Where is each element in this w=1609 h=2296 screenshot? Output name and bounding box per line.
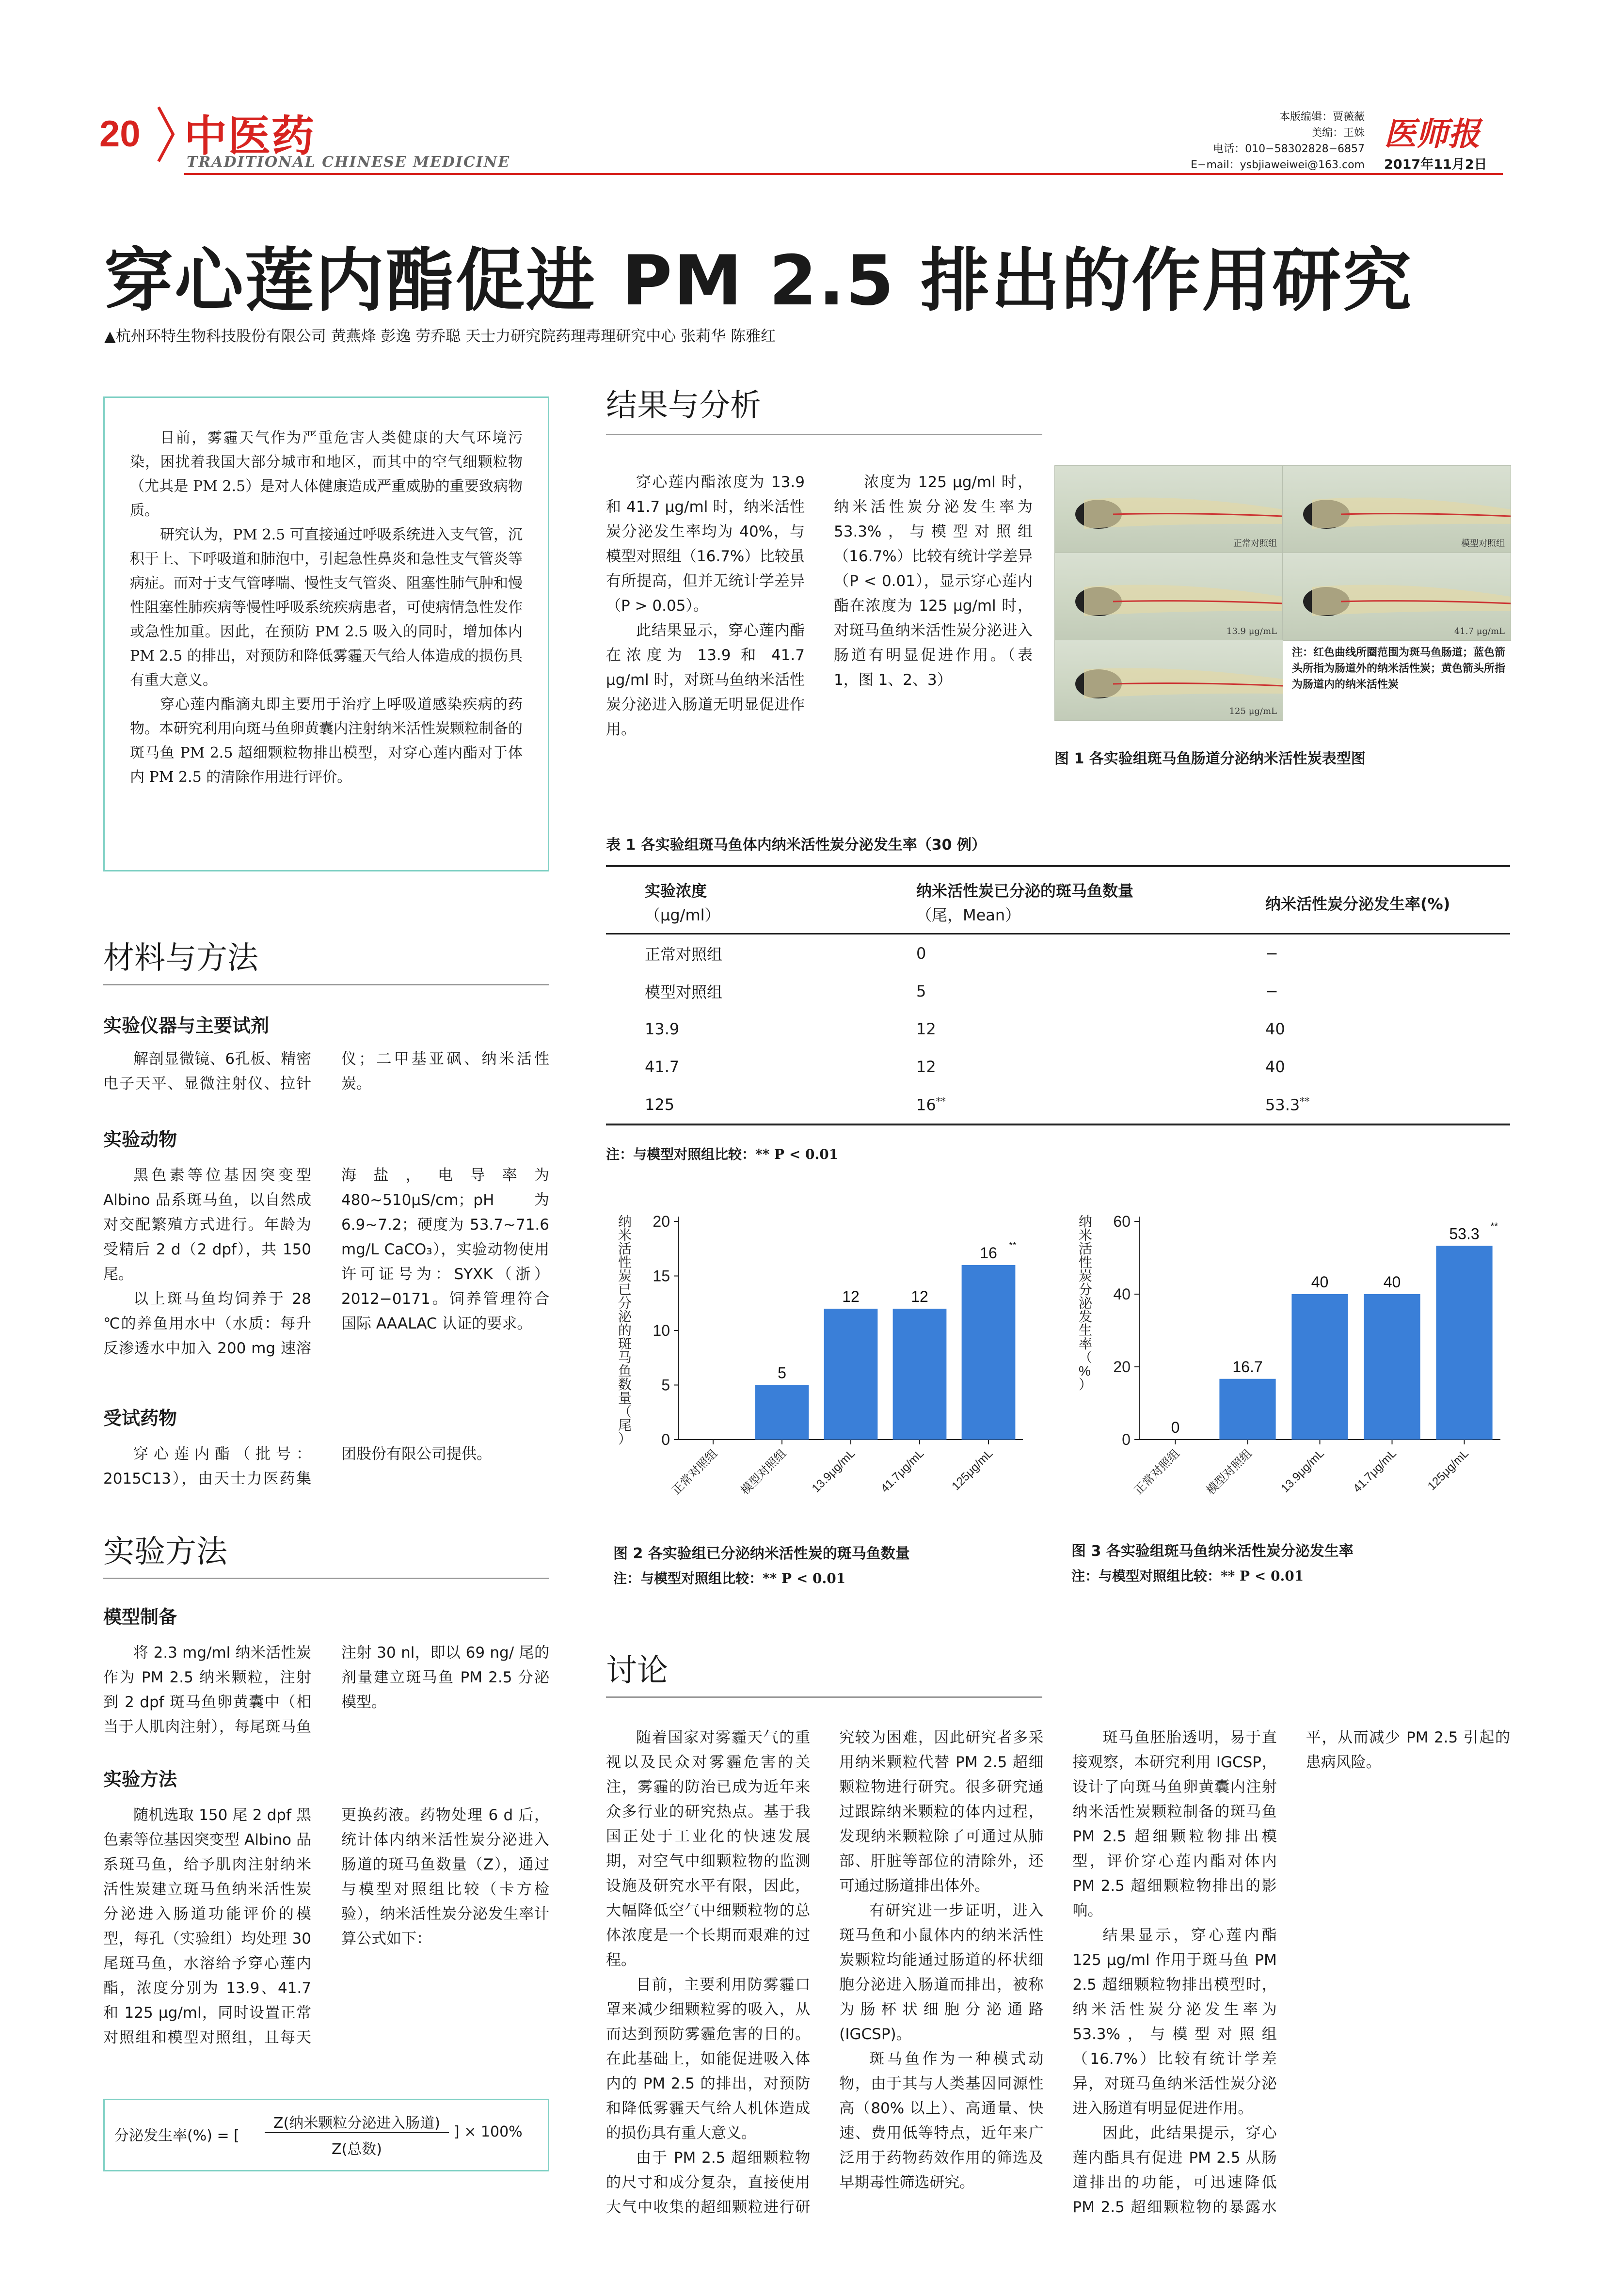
formula-fraction-line: [265, 2132, 449, 2133]
x-tick-label: 41.7μg/mL: [1351, 1447, 1399, 1495]
abstract-paragraph: 穿心莲内酯滴丸即主要用于治疗上呼吸道感染疾病的药物。本研究利用向斑马鱼卵黄囊内注射纳米活性炭颗粒制备的斑马鱼 PM 2.5 超细颗粒物排出模型，对穿心莲内酯对于体内 PM 2.5 的清除作用进行评价。: [130, 696, 523, 786]
article-authors: ▲杭州环特生物科技股份有限公司 黄燕烽 彭逸 劳乔聪 天士力研究院药理毒理研究中心 张莉华 陈雅红: [104, 328, 776, 345]
table-row: [606, 1048, 1510, 1086]
y-tick-label: 0: [1122, 1431, 1131, 1448]
discussion-paragraph: 斑马鱼胚胎透明，易于直接观察，本研究利用 IGCSP，设计了向斑马鱼卵黄囊内注射纳米活性炭颗粒制备的斑马鱼 PM 2.5 超细颗粒物排出模型，评价穿心莲内酯对体内 PM 2.5 超细颗粒物排出的影响。: [1072, 1729, 1277, 1919]
discussion-paragraph: 目前，主要利用防雾霾口罩来减少细颗粒雾的吸入，从而达到预防雾霾危害的目的。在此基础上，如能促进吸入体内的 PM 2.5 的排出，对预防和降低雾霾天气给人机体造成的损伤具有重大意义。: [606, 1976, 811, 2142]
y-tick-label: 0: [661, 1431, 670, 1448]
y-tick-label: 15: [653, 1267, 670, 1285]
figure-3-note: 注：与模型对照组比较：** P < 0.01: [1071, 1568, 1304, 1584]
chevron-right-icon: [157, 105, 176, 163]
model-text: 将 2.3 mg/ml 纳米活性炭作为 PM 2.5 纳米颗粒，注射到 2 dpf 斑马鱼卵黄囊中（相当于人肌肉注射），每尾斑马鱼注射 30 nl，即以 69 ng/ 尾的剂量建立斑马鱼 PM 2.5 分泌模型。: [103, 1644, 549, 1736]
figure-2-note: 注：与模型对照组比较：** P < 0.01: [613, 1570, 846, 1586]
results-heading: 结果与分析: [606, 388, 761, 424]
discussion-paragraph: 由于 PM 2.5 超细颗粒物的尺寸和成分复杂，直接使用大气中收集的超细颗粒进行研究较为困难，因此研究者多采用纳米颗粒代替 PM 2.5 超细颗粒物进行研究。很多研究通过跟踪纳米颗粒的体内过程，发现纳米颗粒除了可通过从肺部、肝脏等部位的清除外，还可通过肠道排出体外。: [606, 1729, 1044, 2216]
table-row: [606, 972, 1510, 1010]
figure-1-note: 注：红色曲线所圈范围为斑马鱼肠道；蓝色箭头所指为肠道外的纳米活性炭；黄色箭头所指为肠道内的纳米活性炭: [1292, 646, 1506, 691]
abstract-paragraph: 目前，雾霾天气作为严重危害人类健康的大气环境污染，困扰着我国大部分城市和地区，而其中的空气细颗粒物（尤其是 PM 2.5）是对人体健康造成严重威胁的重要致病物质。: [130, 429, 523, 519]
bar: [1291, 1294, 1348, 1440]
table-cell: 正常对照组: [645, 945, 723, 964]
heading-rule: [103, 984, 549, 985]
drug-heading: 受试药物: [103, 1408, 177, 1429]
photo-label: 125 μg/mL: [1229, 706, 1277, 716]
table-cell: 41.7: [645, 1058, 680, 1076]
y-tick-label: 20: [653, 1213, 670, 1230]
data-label: 53.3: [1449, 1225, 1480, 1243]
editor-info: [1180, 109, 1365, 173]
y-axis-label: 纳米活性炭分泌发生率（%）: [1079, 1214, 1093, 1392]
methods-heading: 材料与方法: [103, 940, 258, 976]
heading-rule: [103, 1578, 549, 1579]
table-cell: 12: [916, 1020, 936, 1038]
table-cell: 40: [1265, 1020, 1285, 1038]
fish-photo-125: [1054, 640, 1283, 721]
table-cell: −: [1265, 944, 1278, 963]
table-note: 注：与模型对照组比较：** P < 0.01: [606, 1146, 839, 1162]
fish-photo-41-7: [1282, 553, 1511, 641]
discussion-paragraph: 结果显示，穿心莲内酯 125 μg/ml 作用于斑马鱼 PM 2.5 超细颗粒物排出模型时，纳米活性炭分泌发生率为 53.3%，与模型对照组（16.7%）比较有统计学差异，对斑马鱼纳米活性炭分泌进入肠道有明显促进作用。: [1072, 1927, 1277, 2117]
y-tick-label: 60: [1113, 1213, 1131, 1230]
discussion-paragraph: 有研究进一步证明，进入斑马鱼和小鼠体内的纳米活性炭颗粒均能通过肠道的杯状细胞分泌进入肠道而排出，被称为肠杯状细胞分泌通路(IGCSP)。: [839, 1902, 1044, 2043]
data-label: 5: [778, 1364, 786, 1382]
table-cell: −: [1265, 982, 1278, 1000]
table-header-cell: 实验浓度 （μg/ml）: [645, 881, 720, 924]
bar: [1436, 1246, 1492, 1440]
animals-text: 黑色素等位基因突变型 Albino 品系斑马鱼，以自然成对交配繁殖方式进行。年龄为受精后 2 d（2 dpf），共 150 尾。 以上斑马鱼均饲养于 28 ℃的养鱼用水中（水质：每升反渗透水中加入 200 mg 速溶海盐，电导率为 480~510μS/cm；pH 为 6.9~7.2；硬度为 53.7~71.6 mg/L CaCO₃），实验动物使用许可证号为：SYXK（浙）2012−0171。饲养管理符合国际 AAALAC 认证的要求。: [103, 1167, 549, 1357]
table-cell: 125: [645, 1095, 675, 1114]
data-label: 12: [842, 1288, 860, 1305]
x-tick-label: 13.9μg/mL: [1278, 1447, 1327, 1495]
y-tick-label: 20: [1113, 1358, 1131, 1376]
x-tick-label: 正常对照组: [669, 1447, 720, 1498]
page-number: 20: [99, 113, 141, 155]
table-row: [606, 934, 1510, 973]
data-label: 40: [1311, 1273, 1329, 1291]
figure-1-caption: 图 1 各实验组斑马鱼肠道分泌纳米活性炭表型图: [1054, 750, 1366, 767]
data-label: 40: [1383, 1273, 1401, 1291]
section-title: 中医药: [184, 111, 316, 161]
abstract-paragraph: 研究认为，PM 2.5 可直接通过呼吸系统进入支气管，沉积于上、下呼吸道和肺泡中，引起急性鼻炎和急性支气管炎等病症。而对于支气管哮喘、慢性支气管炎、阻塞性肺气肿和慢性阻塞性肺疾病等慢性呼吸系统疾病患者，可使病情急性发作或急性加重。因此，在预防 PM 2.5 吸入的同时，增加体内 PM 2.5 的排出，对预防和降低雾霾天气给人体造成的损伤具有重大意义。: [130, 526, 523, 689]
heading-rule: [606, 1696, 1042, 1698]
significance-mark: **: [1490, 1221, 1498, 1232]
table-1-caption: 表 1 各实验组斑马鱼体内纳米活性炭分泌发生率（30 例）: [606, 837, 986, 854]
animals-heading: 实验动物: [103, 1129, 177, 1150]
results-text: 穿心莲内酯浓度为 13.9 和 41.7 μg/ml 时，纳米活性炭分泌发生率均为 40%，与模型对照组（16.7%）比较虽有所提高，但并无统计学差异（P > 0.05）。 此结果显示，穿心莲内酯在浓度为 13.9 和 41.7 μg/ml 时，对斑马鱼纳米活性炭分泌进入肠道无明显促进作用。 浓度为 125 μg/ml 时，纳米活性炭分泌发生率为 53.3%，与模型对照组（16.7%）比较有统计学差异（P < 0.01），显示穿心莲内酯在浓度为 125 μg/ml 时，对斑马鱼纳米活性炭分泌进入肠道有明显促进作用。（表 1，图 1、2、3）: [606, 474, 1033, 738]
results-table: [606, 872, 1510, 1125]
figure-1: [1054, 465, 1510, 742]
photo-label: 正常对照组: [1233, 538, 1277, 549]
fish-photo-normal: [1054, 465, 1283, 554]
formula-numerator: Z(纳米颗粒分泌进入肠道): [273, 2115, 440, 2132]
heading-rule: [606, 434, 1042, 435]
fish-photo-13-9: [1054, 553, 1283, 641]
significance-mark: **: [1009, 1240, 1017, 1251]
table-cell: 53.3**: [1265, 1095, 1310, 1114]
table-cell: 12: [916, 1058, 936, 1076]
editor: 本版编辑：贾薇薇: [1279, 111, 1365, 123]
formula-left: 分泌发生率(%) = [: [114, 2127, 239, 2144]
figure-3-chart: [1067, 1202, 1510, 1532]
procedure-text: 随机选取 150 尾 2 dpf 黑色素等位基因突变型 Albino 品系斑马鱼，给予肌肉注射纳米活性炭建立斑马鱼纳米活性炭分泌进入肠道功能评价的模型，每孔（实验组）均处理 30 尾斑马鱼，水溶给予穿心莲内酯，浓度分别为 13.9、41.7 和 125 μg/ml，同时设置正常对照组和模型对照组，且每天更换药液。药物处理 6 d 后，统计体内纳米活性炭分泌进入肠道的斑马鱼数量（Z），通过与模型对照组比较（卡方检验），纳米活性炭分泌发生率计算公式如下：: [103, 1806, 549, 2046]
x-tick-label: 125μg/mL: [1425, 1447, 1471, 1493]
instruments-text: 解剖显微镜、6孔板、精密电子天平、显微注射仪、拉针仪；二甲基亚砜、纳米活性炭。: [103, 1050, 549, 1093]
table-cell: 16**: [916, 1095, 946, 1114]
discussion-text: [606, 1726, 1510, 2234]
y-tick-label: 5: [661, 1376, 670, 1394]
y-tick-label: 10: [653, 1322, 670, 1339]
table-header-row: [606, 872, 1510, 934]
x-tick-label: 125μg/mL: [949, 1447, 996, 1493]
table-header-cell: 纳米活性炭已分泌的斑马鱼数量 （尾，Mean）: [916, 881, 1134, 924]
formula-box: [103, 2099, 549, 2171]
drug-text: 穿心莲内酯（批号：2015C13），由天士力医药集团股份有限公司提供。: [103, 1445, 492, 1488]
table-cell: 5: [916, 982, 926, 1000]
table-row: [606, 1086, 1510, 1124]
y-tick-label: 40: [1113, 1285, 1131, 1303]
newspaper-logo: 医师报: [1384, 115, 1480, 153]
formula-right: ] × 100%: [454, 2123, 523, 2140]
bar: [1364, 1294, 1420, 1440]
discussion-paragraph: 随着国家对雾霾天气的重视以及民众对雾霾危害的关注，雾霾的防治已成为近年来众多行业的研究热点。基于我国正处于工业化的快速发展期，对空气中细颗粒物的监测设施及研究水平有限，因此，大幅降低空气中细颗粒物的总体浓度是一个长期而艰难的过程。: [606, 1729, 811, 1969]
x-tick-label: 正常对照组: [1131, 1447, 1182, 1498]
page-header: [99, 99, 1505, 182]
figure-2-chart: [606, 1202, 1033, 1532]
figure-3-caption: 图 3 各实验组斑马鱼纳米活性炭分泌发生率: [1071, 1543, 1354, 1560]
y-axis-label: 纳米活性炭已分泌的斑马鱼数量（尾）: [618, 1214, 632, 1446]
photo-label: 41.7 μg/mL: [1454, 626, 1505, 636]
table-cell: 模型对照组: [645, 983, 723, 1001]
header-rule: [184, 173, 1503, 175]
model-heading: 模型制备: [103, 1606, 177, 1628]
x-tick-label: 41.7μg/mL: [878, 1447, 927, 1495]
photo-label: 模型对照组: [1461, 538, 1505, 549]
table-header-cell: 纳米活性炭分泌发生率(%): [1265, 894, 1450, 913]
bar: [1219, 1379, 1275, 1440]
instruments-heading: 实验仪器与主要试剂: [103, 1015, 270, 1036]
bar: [824, 1309, 878, 1440]
abstract-box: [103, 396, 549, 871]
discussion-heading: 讨论: [606, 1653, 668, 1689]
article-title: 穿心莲内酯促进 PM 2.5 排出的作用研究: [104, 241, 1413, 321]
fish-photo-model: [1282, 465, 1511, 554]
email: E−mail：ysbjiaweiwei@163.com: [1191, 159, 1365, 171]
formula-denominator: Z(总数): [332, 2141, 382, 2158]
x-tick-label: 13.9μg/mL: [809, 1447, 858, 1495]
data-label: 16: [980, 1244, 997, 1262]
art-editor: 美编：王姝: [1311, 127, 1365, 139]
x-tick-label: 模型对照组: [1204, 1447, 1255, 1498]
procedure-heading: 实验方法: [103, 1769, 177, 1790]
bar: [962, 1265, 1016, 1440]
data-label: 12: [911, 1288, 928, 1305]
discussion-paragraph: 因此，此结果提示，穿心莲内酯具有促进 PM 2.5 从肠道排出的功能，可迅速降低 PM 2.5 超细颗粒物的暴露水平，从而减少 PM 2.5 引起的患病风险。: [1072, 1729, 1510, 2216]
bar: [893, 1309, 947, 1440]
figure-2-caption: 图 2 各实验组已分泌纳米活性炭的斑马鱼数量: [613, 1545, 910, 1562]
discussion-paragraph: 斑马鱼作为一种模式动物，由于其与人类基因同源性高（80% 以上）、高通量、快速、费用低等特点，近年来广泛用于药物药效作用的筛选及早期毒性筛选研究。: [839, 2050, 1044, 2191]
phone: 电话：010−58302828−6857: [1213, 143, 1365, 155]
x-tick-label: 模型对照组: [738, 1447, 789, 1498]
method-heading: 实验方法: [103, 1534, 227, 1570]
table-row: [606, 1010, 1510, 1048]
table-cell: 40: [1265, 1058, 1285, 1076]
table-cell: 13.9: [645, 1020, 680, 1038]
issue-date: 2017年11月2日: [1384, 157, 1487, 172]
data-label: 0: [1171, 1419, 1180, 1436]
bar: [755, 1385, 809, 1440]
section-subtitle: TRADITIONAL CHINESE MEDICINE: [187, 154, 510, 171]
table-cell: 0: [916, 944, 926, 963]
photo-label: 13.9 μg/mL: [1226, 626, 1277, 636]
data-label: 16.7: [1232, 1358, 1263, 1376]
table-top-rule: [606, 865, 1510, 867]
